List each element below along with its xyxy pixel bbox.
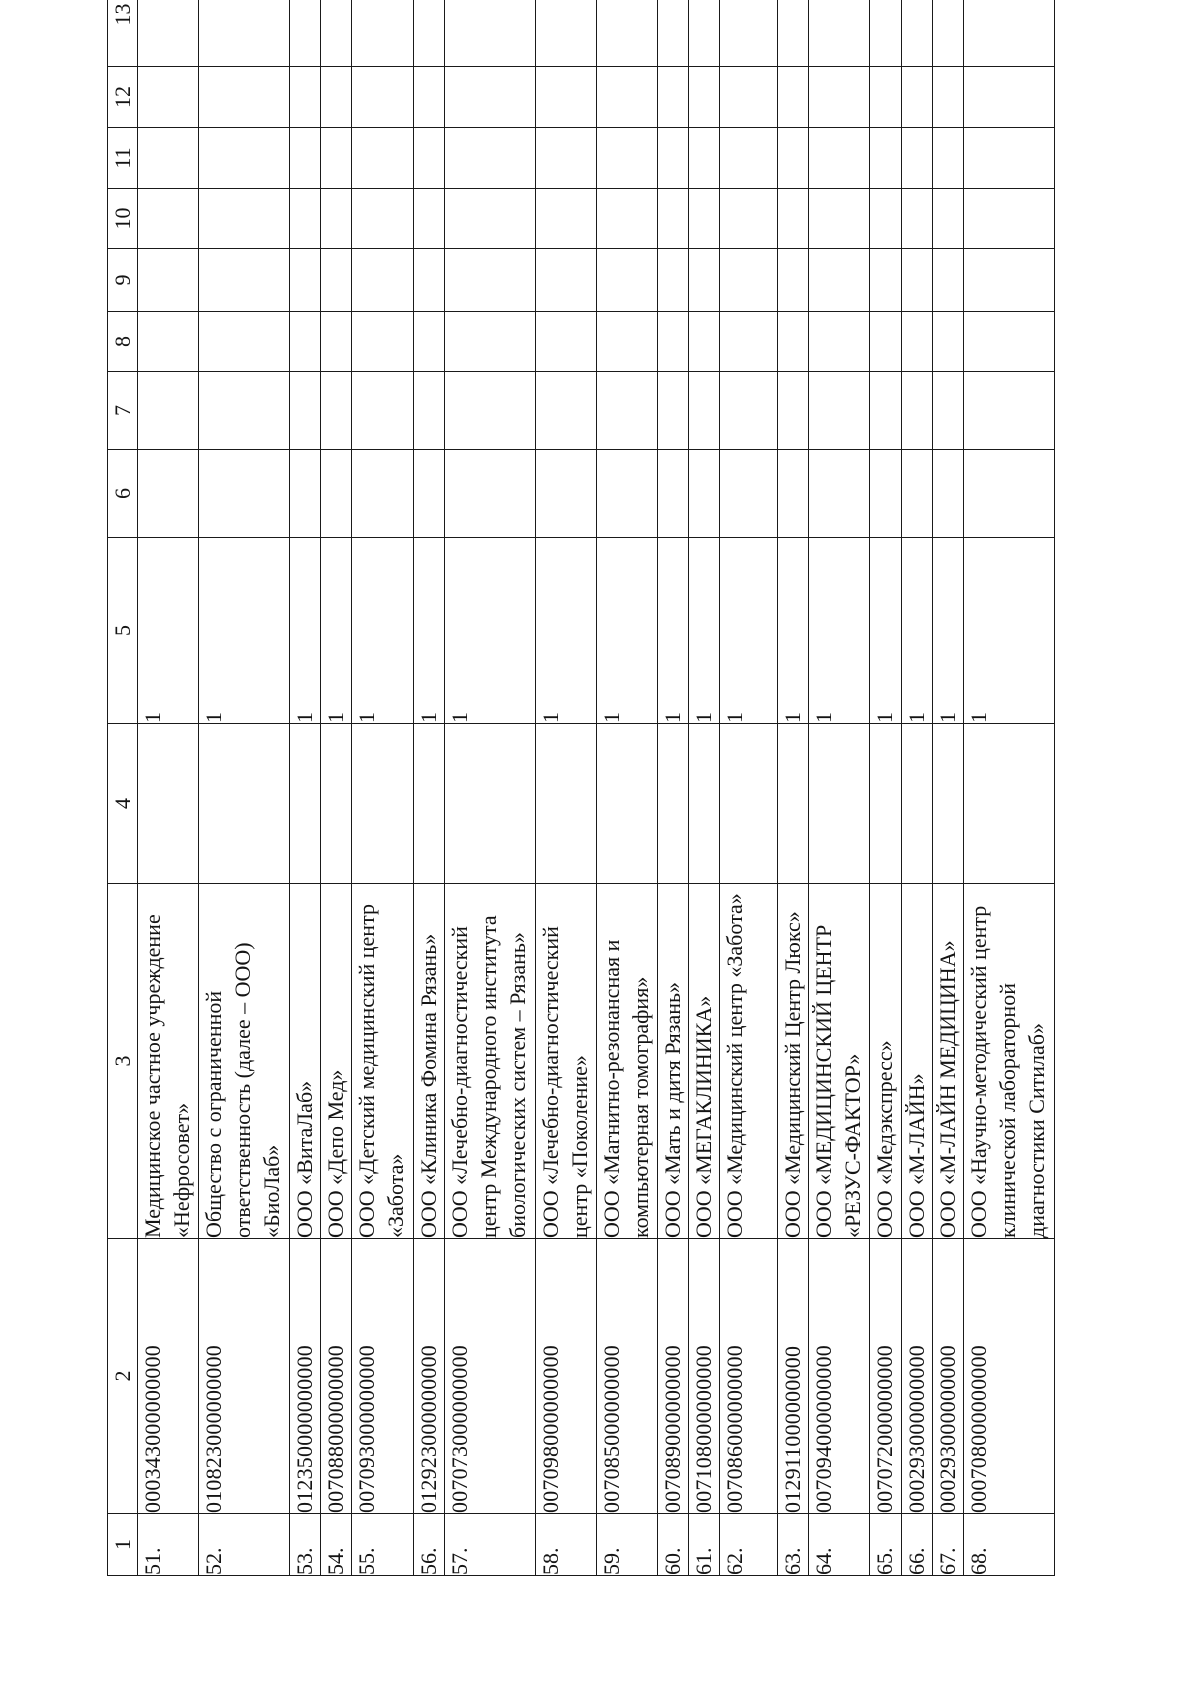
column-6-cell: [138, 450, 199, 538]
column-10-cell: [596, 189, 657, 249]
column-5-value-cell: 1: [413, 538, 444, 724]
header-row: [108, 0, 138, 1576]
column-13-cell: [870, 0, 901, 67]
organization-name-cell: ООО «ВитаЛаб»: [290, 884, 321, 1239]
column-8-cell: [352, 312, 413, 372]
column-13-cell: [932, 0, 963, 67]
table-row: [809, 0, 870, 1576]
column-header-7: 7: [108, 372, 138, 450]
column-8-cell: [809, 312, 870, 372]
column-10-cell: [901, 189, 932, 249]
column-8-cell: [963, 312, 1054, 372]
column-5-value-cell: 1: [901, 538, 932, 724]
row-number-cell: 53.: [290, 1514, 321, 1576]
column-5-value-cell: 1: [720, 538, 778, 724]
column-13-cell: [778, 0, 809, 67]
row-number-cell: 61.: [689, 1514, 720, 1576]
registry-code-cell: 000293000000000: [932, 1239, 963, 1514]
registry-code-cell: 007086000000000: [720, 1239, 778, 1514]
column-13-cell: [809, 0, 870, 67]
column-7-cell: [901, 372, 932, 450]
column-8-cell: [321, 312, 352, 372]
column-5-value-cell: 1: [809, 538, 870, 724]
column-4-cell: [720, 724, 778, 884]
table-row: [932, 0, 963, 1576]
column-11-cell: [809, 128, 870, 189]
row-number-cell: 55.: [352, 1514, 413, 1576]
column-6-cell: [199, 450, 290, 538]
organization-name-cell: ООО «Медицинский Центр Люкс»: [778, 884, 809, 1239]
column-12-cell: [352, 67, 413, 128]
column-5-value-cell: 1: [444, 538, 535, 724]
column-10-cell: [138, 189, 199, 249]
column-10-cell: [413, 189, 444, 249]
column-9-cell: [658, 249, 689, 312]
registry-code-cell: 012911000000000: [778, 1239, 809, 1514]
column-11-cell: [689, 128, 720, 189]
table-row: [290, 0, 321, 1576]
column-12-cell: [413, 67, 444, 128]
column-7-cell: [444, 372, 535, 450]
column-10-cell: [870, 189, 901, 249]
column-9-cell: [689, 249, 720, 312]
column-header-3: 3: [108, 884, 138, 1239]
row-number-cell: 66.: [901, 1514, 932, 1576]
column-7-cell: [535, 372, 596, 450]
column-10-cell: [932, 189, 963, 249]
column-9-cell: [138, 249, 199, 312]
column-9-cell: [352, 249, 413, 312]
column-header-10: 10: [108, 189, 138, 249]
column-10-cell: [321, 189, 352, 249]
column-7-cell: [689, 372, 720, 450]
table-row: [963, 0, 1054, 1576]
row-number-cell: 59.: [596, 1514, 657, 1576]
column-4-cell: [809, 724, 870, 884]
column-6-cell: [535, 450, 596, 538]
table-row: [870, 0, 901, 1576]
column-10-cell: [444, 189, 535, 249]
column-header-11: 11: [108, 128, 138, 189]
column-9-cell: [932, 249, 963, 312]
column-5-value-cell: 1: [778, 538, 809, 724]
column-8-cell: [658, 312, 689, 372]
column-11-cell: [535, 128, 596, 189]
column-6-cell: [321, 450, 352, 538]
organization-name-cell: ООО «Детский медицинский центр «Забота»: [352, 884, 413, 1239]
registry-code-cell: 000343000000000: [138, 1239, 199, 1514]
column-5-value-cell: 1: [963, 538, 1054, 724]
column-11-cell: [658, 128, 689, 189]
row-number-cell: 57.: [444, 1514, 535, 1576]
column-4-cell: [932, 724, 963, 884]
column-7-cell: [352, 372, 413, 450]
column-6-cell: [596, 450, 657, 538]
column-6-cell: [444, 450, 535, 538]
column-4-cell: [321, 724, 352, 884]
registry-code-cell: 007093000000000: [352, 1239, 413, 1514]
row-number-cell: 52.: [199, 1514, 290, 1576]
column-13-cell: [596, 0, 657, 67]
column-10-cell: [778, 189, 809, 249]
table-row: [138, 0, 199, 1576]
organization-name-cell: ООО «М-ЛАЙН»: [901, 884, 932, 1239]
table-row: [321, 0, 352, 1576]
column-11-cell: [963, 128, 1054, 189]
column-8-cell: [535, 312, 596, 372]
column-header-5: 5: [108, 538, 138, 724]
registry-code-cell: 000293000000000: [901, 1239, 932, 1514]
column-12-cell: [199, 67, 290, 128]
table-row: [413, 0, 444, 1576]
row-number-cell: 51.: [138, 1514, 199, 1576]
rotated-table-container: [107, 3, 1055, 1576]
column-7-cell: [138, 372, 199, 450]
column-12-cell: [932, 67, 963, 128]
column-6-cell: [658, 450, 689, 538]
column-5-value-cell: 1: [870, 538, 901, 724]
column-8-cell: [596, 312, 657, 372]
column-13-cell: [535, 0, 596, 67]
table-row: [778, 0, 809, 1576]
organization-name-cell: ООО «Лечебно-диагностический центр «Поколение»: [535, 884, 596, 1239]
column-header-2: 2: [108, 1239, 138, 1514]
column-4-cell: [535, 724, 596, 884]
column-11-cell: [413, 128, 444, 189]
page-number: [55, 0, 85, 814]
column-11-cell: [870, 128, 901, 189]
column-12-cell: [321, 67, 352, 128]
column-6-cell: [870, 450, 901, 538]
column-10-cell: [199, 189, 290, 249]
column-13-cell: [720, 0, 778, 67]
column-8-cell: [932, 312, 963, 372]
column-12-cell: [809, 67, 870, 128]
column-4-cell: [778, 724, 809, 884]
column-8-cell: [199, 312, 290, 372]
column-4-cell: [290, 724, 321, 884]
column-5-value-cell: 1: [290, 538, 321, 724]
registry-table: [107, 0, 1055, 1576]
column-5-value-cell: 1: [658, 538, 689, 724]
organization-name-cell: ООО «Медицинский центр «Забота»: [720, 884, 778, 1239]
row-number-cell: 54.: [321, 1514, 352, 1576]
column-8-cell: [778, 312, 809, 372]
column-12-cell: [870, 67, 901, 128]
column-header-8: 8: [108, 312, 138, 372]
column-4-cell: [138, 724, 199, 884]
column-9-cell: [444, 249, 535, 312]
column-13-cell: [352, 0, 413, 67]
column-5-value-cell: 1: [352, 538, 413, 724]
column-13-cell: [413, 0, 444, 67]
column-header-1: 1: [108, 1514, 138, 1576]
column-12-cell: [658, 67, 689, 128]
registry-code-cell: 007089000000000: [658, 1239, 689, 1514]
table-row: [535, 0, 596, 1576]
column-11-cell: [138, 128, 199, 189]
column-11-cell: [901, 128, 932, 189]
column-7-cell: [413, 372, 444, 450]
column-12-cell: [689, 67, 720, 128]
column-8-cell: [444, 312, 535, 372]
column-6-cell: [778, 450, 809, 538]
column-10-cell: [535, 189, 596, 249]
table-row: [689, 0, 720, 1576]
registry-code-cell: 007108000000000: [689, 1239, 720, 1514]
column-7-cell: [596, 372, 657, 450]
column-6-cell: [689, 450, 720, 538]
column-8-cell: [689, 312, 720, 372]
column-10-cell: [658, 189, 689, 249]
row-number-cell: 56.: [413, 1514, 444, 1576]
organization-name-cell: ООО «М-ЛАЙН МЕДИЦИНА»: [932, 884, 963, 1239]
column-5-value-cell: 1: [138, 538, 199, 724]
column-7-cell: [720, 372, 778, 450]
column-7-cell: [870, 372, 901, 450]
column-7-cell: [778, 372, 809, 450]
column-7-cell: [963, 372, 1054, 450]
column-7-cell: [658, 372, 689, 450]
row-number-cell: 63.: [778, 1514, 809, 1576]
column-9-cell: [870, 249, 901, 312]
column-12-cell: [290, 67, 321, 128]
column-13-cell: [321, 0, 352, 67]
column-4-cell: [963, 724, 1054, 884]
column-8-cell: [720, 312, 778, 372]
column-11-cell: [778, 128, 809, 189]
column-8-cell: [901, 312, 932, 372]
registry-code-cell: 012350000000000: [290, 1239, 321, 1514]
column-4-cell: [901, 724, 932, 884]
column-4-cell: [596, 724, 657, 884]
column-11-cell: [321, 128, 352, 189]
column-9-cell: [413, 249, 444, 312]
column-4-cell: [870, 724, 901, 884]
registry-code-cell: 007098000000000: [535, 1239, 596, 1514]
column-6-cell: [963, 450, 1054, 538]
column-7-cell: [809, 372, 870, 450]
column-10-cell: [290, 189, 321, 249]
row-number-cell: 60.: [658, 1514, 689, 1576]
organization-name-cell: ООО «Магнитно-резонансная и компьютерная томография»: [596, 884, 657, 1239]
registry-code-cell: 007073000000000: [444, 1239, 535, 1514]
column-9-cell: [720, 249, 778, 312]
organization-name-cell: ООО «МЕДИЦИНСКИЙ ЦЕНТР «РЕЗУС-ФАКТОР»: [809, 884, 870, 1239]
column-7-cell: [199, 372, 290, 450]
column-11-cell: [932, 128, 963, 189]
row-number-cell: 64.: [809, 1514, 870, 1576]
column-10-cell: [963, 189, 1054, 249]
column-9-cell: [535, 249, 596, 312]
column-10-cell: [352, 189, 413, 249]
column-13-cell: [290, 0, 321, 67]
column-6-cell: [720, 450, 778, 538]
column-5-value-cell: 1: [596, 538, 657, 724]
column-6-cell: [352, 450, 413, 538]
table-row: [352, 0, 413, 1576]
column-13-cell: [199, 0, 290, 67]
registry-code-cell: 007094000000000: [809, 1239, 870, 1514]
column-6-cell: [901, 450, 932, 538]
column-9-cell: [901, 249, 932, 312]
column-header-4: 4: [108, 724, 138, 884]
organization-name-cell: ООО «Депо Мед»: [321, 884, 352, 1239]
column-6-cell: [413, 450, 444, 538]
organization-name-cell: Общество с ограниченной ответственность (далее – ООО) «БиоЛаб»: [199, 884, 290, 1239]
column-13-cell: [901, 0, 932, 67]
column-12-cell: [596, 67, 657, 128]
column-5-value-cell: 1: [535, 538, 596, 724]
column-12-cell: [720, 67, 778, 128]
column-5-value-cell: 1: [689, 538, 720, 724]
column-7-cell: [290, 372, 321, 450]
table-row: [444, 0, 535, 1576]
column-11-cell: [199, 128, 290, 189]
column-8-cell: [138, 312, 199, 372]
registry-code-cell: 007088000000000: [321, 1239, 352, 1514]
registry-code-cell: 007072000000000: [870, 1239, 901, 1514]
column-4-cell: [199, 724, 290, 884]
column-11-cell: [352, 128, 413, 189]
organization-name-cell: ООО «Мать и дитя Рязань»: [658, 884, 689, 1239]
column-12-cell: [901, 67, 932, 128]
column-10-cell: [809, 189, 870, 249]
column-4-cell: [658, 724, 689, 884]
column-12-cell: [778, 67, 809, 128]
column-6-cell: [809, 450, 870, 538]
column-9-cell: [290, 249, 321, 312]
column-4-cell: [444, 724, 535, 884]
column-header-9: 9: [108, 249, 138, 312]
registry-code-cell: 010823000000000: [199, 1239, 290, 1514]
column-13-cell: [963, 0, 1054, 67]
row-number-cell: 58.: [535, 1514, 596, 1576]
column-9-cell: [321, 249, 352, 312]
column-9-cell: [778, 249, 809, 312]
column-12-cell: [444, 67, 535, 128]
column-11-cell: [720, 128, 778, 189]
column-12-cell: [138, 67, 199, 128]
column-11-cell: [444, 128, 535, 189]
table-row: [658, 0, 689, 1576]
table-row: [596, 0, 657, 1576]
organization-name-cell: ООО «Клиника Фомина Рязань»: [413, 884, 444, 1239]
column-6-cell: [290, 450, 321, 538]
column-5-value-cell: 1: [199, 538, 290, 724]
column-4-cell: [413, 724, 444, 884]
column-header-12: 12: [108, 67, 138, 128]
row-number-cell: 68.: [963, 1514, 1054, 1576]
column-8-cell: [413, 312, 444, 372]
column-13-cell: [658, 0, 689, 67]
column-header-6: 6: [108, 450, 138, 538]
registry-code-cell: 012923000000000: [413, 1239, 444, 1514]
column-8-cell: [290, 312, 321, 372]
column-10-cell: [720, 189, 778, 249]
column-7-cell: [932, 372, 963, 450]
table-row: [199, 0, 290, 1576]
organization-name-cell: Медицинское частное учреждение «Нефросовет»: [138, 884, 199, 1239]
column-6-cell: [932, 450, 963, 538]
column-8-cell: [870, 312, 901, 372]
column-9-cell: [199, 249, 290, 312]
row-number-cell: 62.: [720, 1514, 778, 1576]
table-body: [138, 0, 1055, 1576]
column-13-cell: [689, 0, 720, 67]
column-7-cell: [321, 372, 352, 450]
organization-name-cell: ООО «Медэкспресс»: [870, 884, 901, 1239]
organization-name-cell: ООО «Научно-методический центр клинической лабораторной диагностики Ситилаб»: [963, 884, 1054, 1239]
column-header-13: 13: [108, 0, 138, 67]
column-11-cell: [290, 128, 321, 189]
column-5-value-cell: 1: [932, 538, 963, 724]
column-13-cell: [138, 0, 199, 67]
column-12-cell: [963, 67, 1054, 128]
column-9-cell: [963, 249, 1054, 312]
column-9-cell: [809, 249, 870, 312]
organization-name-cell: ООО «Лечебно-диагностический центр Международного института биологических систем – Рязань»: [444, 884, 535, 1239]
registry-code-cell: 000708000000000: [963, 1239, 1054, 1514]
registry-code-cell: 007085000000000: [596, 1239, 657, 1514]
column-9-cell: [596, 249, 657, 312]
column-12-cell: [535, 67, 596, 128]
column-11-cell: [596, 128, 657, 189]
table-row: [901, 0, 932, 1576]
column-5-value-cell: 1: [321, 538, 352, 724]
column-10-cell: [689, 189, 720, 249]
column-4-cell: [352, 724, 413, 884]
organization-name-cell: ООО «МЕГАКЛИНИКА»: [689, 884, 720, 1239]
column-13-cell: [444, 0, 535, 67]
row-number-cell: 67.: [932, 1514, 963, 1576]
row-number-cell: 65.: [870, 1514, 901, 1576]
table-row: [720, 0, 778, 1576]
column-4-cell: [689, 724, 720, 884]
